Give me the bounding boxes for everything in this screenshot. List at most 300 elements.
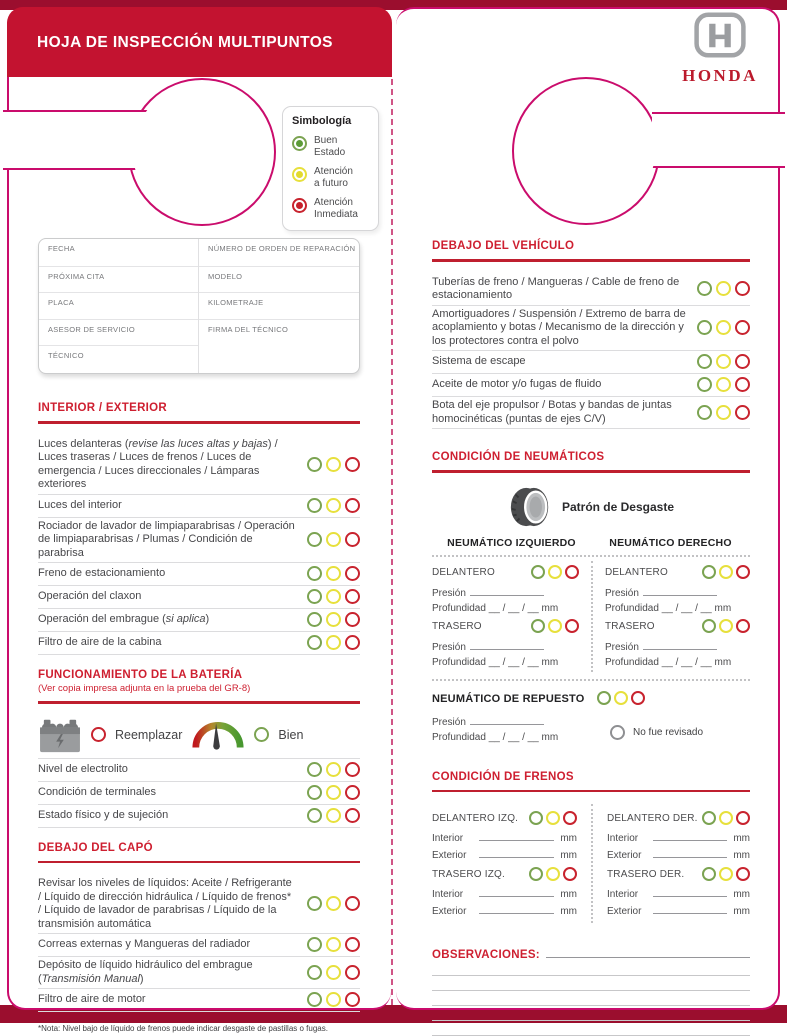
measurement-blank[interactable] [479, 887, 555, 897]
status-ring-attention[interactable] [546, 811, 560, 825]
section-rule [432, 259, 750, 262]
section-under-hood [38, 842, 360, 1034]
status-ring-good[interactable] [697, 320, 712, 335]
status-rings [693, 353, 750, 371]
checklist-row [38, 934, 360, 957]
text-segment: Freno de estacionamiento [38, 567, 166, 580]
status-ring-immediate[interactable] [345, 457, 360, 472]
legend-items [292, 135, 373, 220]
measurement-row [432, 887, 577, 900]
brake-column [591, 804, 750, 923]
measurement-row [607, 848, 750, 861]
depth-row: Profundidad __ / __ / __ mm [432, 656, 559, 668]
tires-grid [432, 537, 750, 681]
status-ring-immediate[interactable] [345, 566, 360, 581]
status-ring-immediate[interactable] [563, 811, 577, 825]
status-ring-attention[interactable] [548, 565, 562, 579]
pressure-label: Presión [432, 641, 466, 653]
measurement-row [432, 848, 577, 861]
legend-label [314, 166, 353, 189]
status-ring-immediate[interactable] [345, 785, 360, 800]
status-ring-attention[interactable] [326, 635, 341, 650]
section-title: CONDICIÓN DE NEUMÁTICOS [432, 451, 605, 463]
pressure-label: Presión [432, 587, 466, 599]
depth-row: Profundidad __ / __ / __ mm [605, 602, 732, 614]
status-ring-attention[interactable] [614, 691, 628, 705]
status-ring-good[interactable] [529, 867, 543, 881]
status-ring-attention[interactable] [326, 566, 341, 581]
pressure-label: Presión [605, 641, 639, 653]
status-ring-immediate[interactable] [565, 565, 579, 579]
status-ring-attention[interactable] [326, 808, 341, 823]
text-segment: Tuberías de freno / Mangueras / Cable de freno de estacionamiento [432, 275, 680, 301]
section-interior-exterior [38, 402, 360, 655]
spare-tire-fields [432, 711, 610, 747]
checklist-row [38, 495, 360, 518]
status-rings [699, 865, 750, 883]
text-segment: Depósito de líquido hidráulico del embrague ( [38, 959, 253, 985]
status-ring-attention[interactable] [716, 377, 731, 392]
status-ring-good[interactable] [702, 867, 716, 881]
status-ring-good[interactable] [307, 937, 322, 952]
status-ring-good[interactable] [307, 589, 322, 604]
section-rule [432, 470, 750, 473]
pressure-blank[interactable] [470, 640, 544, 650]
checklist-row [38, 957, 360, 989]
status-ring-attention[interactable] [546, 867, 560, 881]
observations-line[interactable] [432, 961, 750, 976]
tire-position-row [432, 564, 579, 582]
legend-label-line: Inmediata [314, 208, 358, 220]
checklist-item-text [38, 809, 297, 823]
status-ring-attention[interactable] [719, 565, 733, 579]
brake-position-label: TRASERO DER. [607, 868, 685, 880]
text-segment: ) [205, 613, 210, 626]
measurement-row [607, 887, 750, 900]
status-rings [699, 564, 750, 582]
status-rings [303, 895, 360, 913]
form-field-label: KILOMETRAJE [208, 298, 264, 308]
brake-position-row [607, 865, 750, 883]
text-segment: Filtro de aire de motor [38, 993, 146, 1006]
pressure-row [432, 715, 610, 728]
checklist-row [38, 563, 360, 586]
measurement-blank[interactable] [653, 848, 727, 858]
status-ring-attention[interactable] [326, 457, 341, 472]
status-ring-immediate[interactable] [563, 867, 577, 881]
legend-item [292, 166, 373, 189]
pressure-row [605, 640, 750, 653]
status-ring-attention[interactable] [326, 896, 341, 911]
legend-good-icon [292, 136, 307, 151]
status-ring-good[interactable] [307, 965, 322, 980]
under-hood-checklist [38, 875, 360, 1012]
form-field[interactable] [39, 266, 198, 293]
status-rings [303, 565, 360, 583]
checklist-item-text [432, 378, 687, 392]
status-rings [699, 809, 750, 827]
status-ring-attention[interactable] [716, 320, 731, 335]
status-rings [528, 564, 579, 582]
text-segment: revise las luces altas y bajas [128, 437, 268, 450]
status-ring-immediate[interactable] [91, 727, 106, 742]
status-ring-unchecked[interactable] [610, 725, 625, 740]
tire-position-label: DELANTERO [605, 567, 668, 578]
battery-replace-label: Reemplazar [115, 727, 183, 742]
section-observations [432, 949, 750, 1036]
section-title: DEBAJO DEL CAPÓ [38, 841, 153, 854]
status-ring-immediate[interactable] [345, 532, 360, 547]
status-rings [303, 991, 360, 1009]
status-ring-immediate[interactable] [735, 281, 750, 296]
pressure-blank[interactable] [470, 715, 544, 725]
status-rings [303, 936, 360, 954]
depth-row: Profundidad __ / __ / __ mm [605, 656, 732, 668]
tire-column [432, 561, 591, 672]
observations-line[interactable] [432, 1006, 750, 1021]
status-ring-good[interactable] [307, 762, 322, 777]
status-ring-good[interactable] [702, 619, 716, 633]
status-ring-immediate[interactable] [736, 565, 750, 579]
form-field[interactable] [199, 239, 359, 266]
tire-icon [508, 485, 552, 529]
status-rings [303, 588, 360, 606]
legend-label-line: Estado [314, 146, 346, 158]
status-ring-good[interactable] [307, 808, 322, 823]
left-column [38, 238, 360, 1033]
measurement-row [432, 831, 577, 844]
status-ring-good[interactable] [307, 785, 322, 800]
legend-dot [296, 140, 303, 147]
status-ring-attention[interactable] [326, 785, 341, 800]
unit-label: mm [733, 889, 750, 900]
measurement-blank[interactable] [653, 831, 727, 841]
checklist-row [38, 586, 360, 609]
checklist-item-text [38, 520, 297, 561]
status-ring-good[interactable] [307, 992, 322, 1007]
status-ring-immediate[interactable] [345, 762, 360, 777]
tire-position-row [605, 564, 750, 582]
status-ring-attention[interactable] [716, 281, 731, 296]
checklist-item-text [432, 276, 687, 303]
brake-position-label: TRASERO IZQ. [432, 868, 505, 880]
section-battery [38, 669, 360, 828]
pressure-label: Presión [432, 716, 466, 728]
status-ring-attention[interactable] [719, 867, 733, 881]
checklist-item-text [38, 786, 297, 800]
tire-position-label: TRASERO [432, 621, 482, 632]
status-ring-immediate[interactable] [345, 498, 360, 513]
status-ring-attention[interactable] [326, 965, 341, 980]
status-ring-immediate[interactable] [345, 612, 360, 627]
tire-position-row [432, 618, 579, 636]
legend-label-line: Atención [314, 197, 353, 208]
brake-position-row [432, 865, 577, 883]
text-segment: Transmisión Manual [41, 972, 140, 985]
legend-immediate-icon [292, 198, 307, 213]
section-title: FUNCIONAMIENTO DE LA BATERÍA [38, 669, 243, 681]
battery-status-row [38, 716, 360, 754]
legend-dot [296, 202, 303, 209]
legend-attention-icon [292, 167, 307, 182]
status-ring-good[interactable] [697, 405, 712, 420]
checklist-item-text [38, 438, 297, 492]
observations-line[interactable] [432, 1021, 750, 1036]
text-segment: Nivel de electrolito [38, 762, 128, 775]
checklist-row [432, 274, 750, 306]
status-ring-immediate[interactable] [736, 811, 750, 825]
pressure-row [432, 640, 579, 653]
checklist-item-text [38, 877, 297, 931]
status-ring-immediate[interactable] [345, 808, 360, 823]
battery-gauge-icon [191, 720, 245, 750]
status-ring-immediate[interactable] [735, 320, 750, 335]
status-ring-immediate[interactable] [565, 619, 579, 633]
status-ring-good[interactable] [529, 811, 543, 825]
status-ring-attention[interactable] [548, 619, 562, 633]
form-field[interactable] [39, 319, 198, 346]
status-ring-attention[interactable] [326, 612, 341, 627]
unit-label: mm [733, 833, 750, 844]
status-ring-attention[interactable] [719, 619, 733, 633]
legend-dot [296, 171, 303, 178]
status-ring-good[interactable] [697, 354, 712, 369]
status-ring-good[interactable] [597, 691, 611, 705]
checklist-row [38, 518, 360, 564]
unit-label: mm [560, 906, 577, 917]
checklist-item-text [432, 355, 687, 369]
status-ring-immediate[interactable] [345, 965, 360, 980]
unit-label: mm [733, 850, 750, 861]
checklist-item-text [38, 590, 297, 604]
observations-title: OBSERVACIONES: [432, 949, 540, 961]
checklist-row [432, 351, 750, 374]
text-segment: Estado físico y de sujeción [38, 808, 169, 821]
text-segment: Condición de terminales [38, 785, 157, 798]
status-ring-immediate[interactable] [736, 619, 750, 633]
status-ring-good[interactable] [702, 565, 716, 579]
checklist-row [38, 759, 360, 782]
form-field[interactable] [39, 292, 198, 319]
text-segment: Bota del eje propulsor / Botas y bandas de juntas homocinéticas (puntas de ejes C/V) [432, 399, 672, 425]
pressure-blank[interactable] [643, 640, 717, 650]
status-ring-attention[interactable] [716, 354, 731, 369]
battery-icon [38, 716, 82, 754]
status-ring-immediate[interactable] [735, 354, 750, 369]
form-field-label: TÉCNICO [48, 351, 84, 361]
status-rings [699, 618, 750, 636]
interior-exterior-checklist [38, 436, 360, 656]
status-ring-immediate[interactable] [345, 992, 360, 1007]
brake-position-row [607, 809, 750, 827]
spare-tire-title: NEUMÁTICO DE REPUESTO [432, 692, 585, 705]
status-ring-good[interactable] [307, 498, 322, 513]
text-segment: Rociador de lavador de limpiaparabrisas / Operación de limpiaparabrisas / Plumas / Condición de parabrisa [38, 519, 295, 559]
checklist-item-text [38, 763, 297, 777]
legend-label-line: Buen [314, 135, 338, 146]
status-rings [693, 404, 750, 422]
section-rule [432, 790, 750, 793]
form-field[interactable] [199, 319, 359, 372]
measurement-label: Interior [432, 833, 464, 844]
measurement-label: Exterior [607, 906, 642, 917]
measurement-blank[interactable] [479, 904, 555, 914]
status-ring-good[interactable] [697, 377, 712, 392]
status-ring-attention[interactable] [326, 762, 341, 777]
measurement-label: Exterior [432, 850, 467, 861]
status-ring-immediate[interactable] [735, 377, 750, 392]
checklist-row [38, 805, 360, 828]
checklist-row [38, 436, 360, 495]
section-title: DEBAJO DEL VEHÍCULO [432, 240, 575, 252]
status-ring-good[interactable] [307, 635, 322, 650]
status-ring-good[interactable] [702, 811, 716, 825]
status-ring-attention[interactable] [326, 532, 341, 547]
form-field[interactable] [199, 292, 359, 319]
text-segment: Filtro de aire de la cabina [38, 636, 162, 649]
unit-label: mm [560, 833, 577, 844]
checklist-item-text [38, 567, 297, 581]
status-rings [693, 319, 750, 337]
right-column [432, 240, 750, 1036]
status-rings [693, 280, 750, 298]
checklist-row [38, 609, 360, 632]
status-ring-immediate[interactable] [345, 937, 360, 952]
status-ring-attention[interactable] [716, 405, 731, 420]
checklist-item-text [38, 993, 297, 1007]
door-hanger-slot-right [652, 112, 785, 168]
status-ring-immediate[interactable] [345, 635, 360, 650]
status-ring-good[interactable] [531, 565, 545, 579]
brake-position-label: DELANTERO DER. [607, 812, 698, 824]
form-field-label: FIRMA DEL TÉCNICO [208, 324, 289, 334]
status-rings [303, 634, 360, 652]
text-segment: si aplica [165, 613, 206, 626]
measurement-blank[interactable] [479, 831, 555, 841]
spare-tire-header [432, 690, 750, 708]
section-tires [432, 451, 750, 747]
measurement-label: Interior [607, 889, 639, 900]
status-ring-attention[interactable] [326, 937, 341, 952]
checklist-item-text [38, 959, 297, 986]
pressure-blank[interactable] [643, 586, 717, 596]
wear-pattern-row [432, 485, 750, 529]
not-checked-row [610, 711, 750, 747]
status-rings [303, 611, 360, 629]
pressure-blank[interactable] [470, 586, 544, 596]
status-rings [303, 456, 360, 474]
status-ring-good[interactable] [307, 457, 322, 472]
status-ring-good[interactable] [531, 619, 545, 633]
text-segment: ) [139, 972, 144, 985]
measurement-label: Exterior [432, 906, 467, 917]
tire-position-label: DELANTERO [432, 567, 495, 578]
honda-emblem-icon [693, 12, 747, 59]
section-rule [38, 701, 360, 704]
section-title: INTERIOR / EXTERIOR [38, 402, 168, 414]
spare-tire-block [432, 690, 750, 747]
status-ring-immediate[interactable] [345, 589, 360, 604]
text-segment: Luces delanteras ( [38, 437, 129, 450]
measurement-row [607, 831, 750, 844]
not-checked-label: No fue revisado [633, 727, 704, 738]
status-ring-good[interactable] [307, 612, 322, 627]
status-ring-attention[interactable] [326, 589, 341, 604]
unit-label: mm [560, 889, 577, 900]
section-brakes [432, 771, 750, 924]
checklist-row [38, 875, 360, 934]
status-ring-good[interactable] [307, 532, 322, 547]
section-subtitle: (Ver copia impresa adjunta en la prueba del GR-8) [38, 683, 251, 694]
text-segment: Operación del embrague ( [38, 613, 166, 626]
battery-good-label: Bien [278, 727, 304, 742]
form-field[interactable] [39, 239, 198, 266]
status-ring-immediate[interactable] [345, 896, 360, 911]
legend-label [314, 135, 345, 158]
status-rings [693, 376, 750, 394]
status-ring-good[interactable] [307, 566, 322, 581]
status-ring-attention[interactable] [326, 992, 341, 1007]
status-rings [303, 964, 360, 982]
unit-label: mm [560, 850, 577, 861]
form-field-label: NÚMERO DE ORDEN DE REPARACIÓN [208, 244, 356, 253]
observations-line[interactable] [432, 976, 750, 991]
checklist-row [432, 306, 750, 352]
tire-column-header: NEUMÁTICO IZQUIERDO [447, 536, 576, 549]
form-field-label: PRÓXIMA CITA [48, 271, 105, 281]
legend-label [314, 197, 358, 220]
status-ring-attention[interactable] [719, 811, 733, 825]
measurement-blank[interactable] [653, 887, 727, 897]
brand-block [660, 12, 780, 86]
brakes-grid [432, 804, 750, 923]
status-rings [526, 809, 577, 827]
tire-column [591, 561, 750, 672]
status-ring-immediate[interactable] [735, 405, 750, 420]
observations-line[interactable] [546, 950, 750, 958]
wear-pattern-label: Patrón de Desgaste [561, 499, 675, 514]
legend-box [282, 106, 379, 231]
form-field[interactable] [39, 345, 198, 372]
checklist-row [38, 989, 360, 1012]
status-ring-attention[interactable] [326, 498, 341, 513]
status-rings [303, 531, 360, 549]
status-ring-immediate[interactable] [631, 691, 645, 705]
status-ring-immediate[interactable] [736, 867, 750, 881]
legend-item [292, 135, 373, 158]
measurement-blank[interactable] [653, 904, 727, 914]
section-rule [38, 861, 360, 864]
brake-column [432, 804, 591, 923]
measurement-label: Exterior [607, 850, 642, 861]
status-ring-good[interactable] [697, 281, 712, 296]
status-ring-good[interactable] [307, 896, 322, 911]
depth-row: Profundidad __ / __ / __ mm [432, 602, 559, 614]
status-rings [303, 497, 360, 515]
status-rings [594, 690, 645, 708]
checklist-item-text [38, 938, 297, 952]
status-ring-good[interactable] [254, 727, 269, 742]
checklist-item-text [38, 636, 297, 650]
measurement-blank[interactable] [479, 848, 555, 858]
checklist-row [432, 397, 750, 429]
text-segment: Sistema de escape [432, 355, 526, 368]
form-field[interactable] [199, 266, 359, 293]
text-segment: Revisar los niveles de líquidos: Aceite / Refrigerante / Líquido de dirección hidráulica / Líquido de frenos* / Líquido de lavador de parabrisas / Líquido de la transmisión automática [38, 877, 292, 930]
observations-line[interactable] [432, 991, 750, 1006]
form-field-label: PLACA [48, 298, 75, 308]
spare-tire-body [432, 711, 750, 747]
